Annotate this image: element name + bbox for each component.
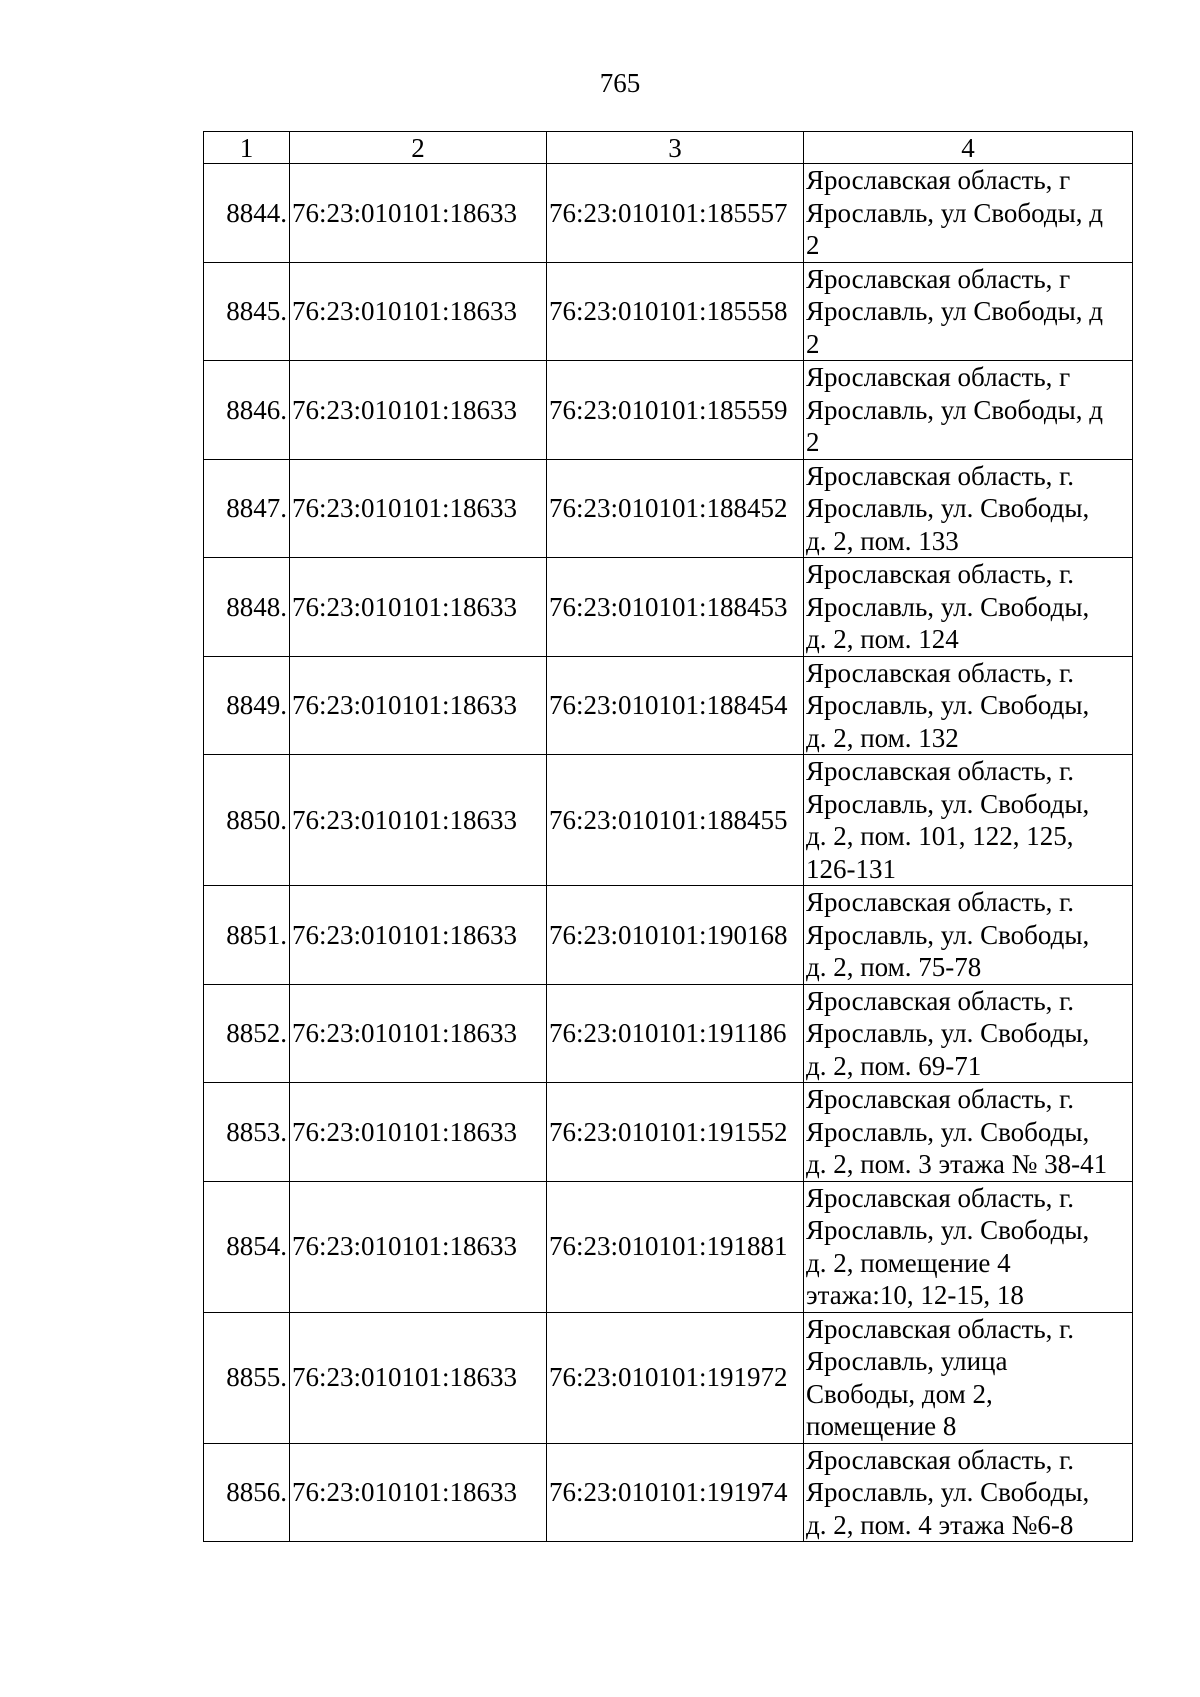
row-number-cell: 8853.: [204, 1083, 290, 1182]
address-line: Ярославская область, г: [806, 263, 1071, 294]
address-line: Ярославская область, г: [806, 362, 1071, 392]
parent-cadastral-cell: 76:23:010101:18633: [290, 1443, 547, 1542]
cadastral-number-cell: 76:23:010101:188455: [547, 755, 804, 886]
address-line: 2: [806, 427, 820, 457]
address-line: 2: [806, 328, 820, 359]
parent-cadastral-cell: 76:23:010101:18633: [290, 886, 547, 985]
header-row: [204, 132, 1133, 164]
address-cell: [804, 558, 1133, 657]
address-line: Ярославль, ул. Свободы,: [806, 1018, 1090, 1048]
address-line: 2: [806, 230, 820, 260]
cadastral-number-cell: 76:23:010101:185557: [547, 164, 804, 263]
header-cell-3: 3: [547, 132, 804, 164]
address-line: д. 2, помещение 4: [806, 1247, 1011, 1278]
address-cell: [804, 1181, 1133, 1312]
cadastral-number-cell: 76:23:010101:185558: [547, 262, 804, 361]
address-cell: [804, 656, 1133, 755]
table-row: [204, 459, 1133, 558]
address-cell: [804, 1083, 1133, 1182]
table-row: [204, 164, 1133, 263]
cadastral-number-cell: 76:23:010101:191186: [547, 984, 804, 1083]
parent-cadastral-cell: 76:23:010101:18633: [290, 656, 547, 755]
address-line: Ярославль, ул. Свободы,: [806, 493, 1090, 523]
parent-cadastral-cell: 76:23:010101:18633: [290, 1181, 547, 1312]
address-line: помещение 8: [806, 1411, 957, 1441]
address-cell: [804, 262, 1133, 361]
address-line: Ярославская область, г.: [806, 1444, 1074, 1475]
cadastral-number-cell: 76:23:010101:185559: [547, 361, 804, 460]
table-row: [204, 755, 1133, 886]
address-line: Ярославль, ул. Свободы,: [806, 788, 1090, 819]
address-cell: [804, 1312, 1133, 1443]
address-line: 126-131: [806, 853, 896, 884]
address-line: д. 2, пом. 101, 122, 125,: [806, 821, 1074, 851]
parent-cadastral-cell: 76:23:010101:18633: [290, 984, 547, 1083]
address-line: Ярославль, ул. Свободы,: [806, 1116, 1090, 1147]
address-line: Ярославская область, г.: [806, 1313, 1074, 1344]
address-line: д. 2, пом. 133: [806, 525, 959, 556]
address-line: д. 2, пом. 69-71: [806, 1050, 982, 1081]
address-line: Ярославская область, г: [806, 165, 1071, 195]
parent-cadastral-cell: 76:23:010101:18633: [290, 361, 547, 460]
cadastral-number-cell: 76:23:010101:191552: [547, 1083, 804, 1182]
address-line: Ярославль, ул. Свободы,: [806, 1477, 1090, 1507]
table-row: [204, 558, 1133, 657]
row-number-cell: 8855.: [204, 1312, 290, 1443]
address-line: Ярославль, ул Свободы, д: [806, 394, 1103, 425]
row-number-cell: 8854.: [204, 1181, 290, 1312]
table-row: [204, 656, 1133, 755]
table-row: [204, 1083, 1133, 1182]
row-number-cell: 8848.: [204, 558, 290, 657]
address-cell: [804, 361, 1133, 460]
parent-cadastral-cell: 76:23:010101:18633: [290, 1083, 547, 1182]
parent-cadastral-cell: 76:23:010101:18633: [290, 755, 547, 886]
row-number-cell: 8852.: [204, 984, 290, 1083]
table-row: [204, 886, 1133, 985]
table-row: [204, 361, 1133, 460]
address-cell: [804, 459, 1133, 558]
cadastral-number-cell: 76:23:010101:188454: [547, 656, 804, 755]
address-cell: [804, 1443, 1133, 1542]
address-line: д. 2, пом. 75-78: [806, 952, 982, 982]
address-line: Ярославль, ул. Свободы,: [806, 591, 1090, 622]
row-number-cell: 8845.: [204, 262, 290, 361]
address-line: д. 2, пом. 3 этажа № 38-41: [806, 1149, 1108, 1179]
address-line: Свободы, дом 2,: [806, 1378, 993, 1409]
table-row: [204, 1312, 1133, 1443]
cadastral-number-cell: 76:23:010101:191881: [547, 1181, 804, 1312]
header-cell-4: 4: [804, 132, 1133, 164]
address-line: Ярославль, ул Свободы, д: [806, 296, 1103, 326]
cadastral-number-cell: 76:23:010101:191974: [547, 1443, 804, 1542]
parent-cadastral-cell: 76:23:010101:18633: [290, 1312, 547, 1443]
address-line: Ярославль, улица: [806, 1346, 1008, 1376]
address-cell: [804, 886, 1133, 985]
address-cell: [804, 755, 1133, 886]
cadastral-number-cell: 76:23:010101:191972: [547, 1312, 804, 1443]
address-line: Ярославская область, г.: [806, 460, 1074, 491]
row-number-cell: 8849.: [204, 656, 290, 755]
header-cell-2: 2: [290, 132, 547, 164]
address-line: Ярославль, ул. Свободы,: [806, 1215, 1090, 1245]
address-line: д. 2, пом. 124: [806, 624, 959, 654]
table-row: [204, 1443, 1133, 1542]
cadastral-number-cell: 76:23:010101:190168: [547, 886, 804, 985]
parent-cadastral-cell: 76:23:010101:18633: [290, 558, 547, 657]
cadastral-number-cell: 76:23:010101:188453: [547, 558, 804, 657]
header-cell-1: 1: [204, 132, 290, 164]
table-row: [204, 262, 1133, 361]
address-line: Ярославская область, г.: [806, 559, 1074, 589]
address-line: Ярославская область, г.: [806, 887, 1074, 917]
row-number-cell: 8844.: [204, 164, 290, 263]
table-row: [204, 984, 1133, 1083]
address-line: Ярославская область, г.: [806, 756, 1074, 786]
address-line: этажа:10, 12-15, 18: [806, 1280, 1024, 1310]
address-line: Ярославская область, г.: [806, 985, 1074, 1016]
parent-cadastral-cell: 76:23:010101:18633: [290, 262, 547, 361]
cadastral-number-cell: 76:23:010101:188452: [547, 459, 804, 558]
row-number-cell: 8846.: [204, 361, 290, 460]
address-line: д. 2, пом. 4 этажа №6-8: [806, 1509, 1074, 1540]
row-number-cell: 8850.: [204, 755, 290, 886]
address-line: Ярославская область, г.: [806, 1084, 1074, 1114]
row-number-cell: 8856.: [204, 1443, 290, 1542]
address-line: Ярославль, ул. Свободы,: [806, 690, 1090, 720]
parent-cadastral-cell: 76:23:010101:18633: [290, 164, 547, 263]
parent-cadastral-cell: 76:23:010101:18633: [290, 459, 547, 558]
table-row: [204, 1181, 1133, 1312]
address-line: Ярославская область, г.: [806, 1182, 1074, 1213]
address-line: Ярославль, ул. Свободы,: [806, 919, 1090, 950]
row-number-cell: 8847.: [204, 459, 290, 558]
address-cell: [804, 984, 1133, 1083]
page-number: 765: [599, 68, 641, 98]
registry-table: [203, 131, 1133, 1542]
address-line: Ярославль, ул Свободы, д: [806, 197, 1103, 228]
address-line: Ярославская область, г.: [806, 657, 1074, 688]
address-cell: [804, 164, 1133, 263]
address-line: д. 2, пом. 132: [806, 722, 959, 753]
row-number-cell: 8851.: [204, 886, 290, 985]
